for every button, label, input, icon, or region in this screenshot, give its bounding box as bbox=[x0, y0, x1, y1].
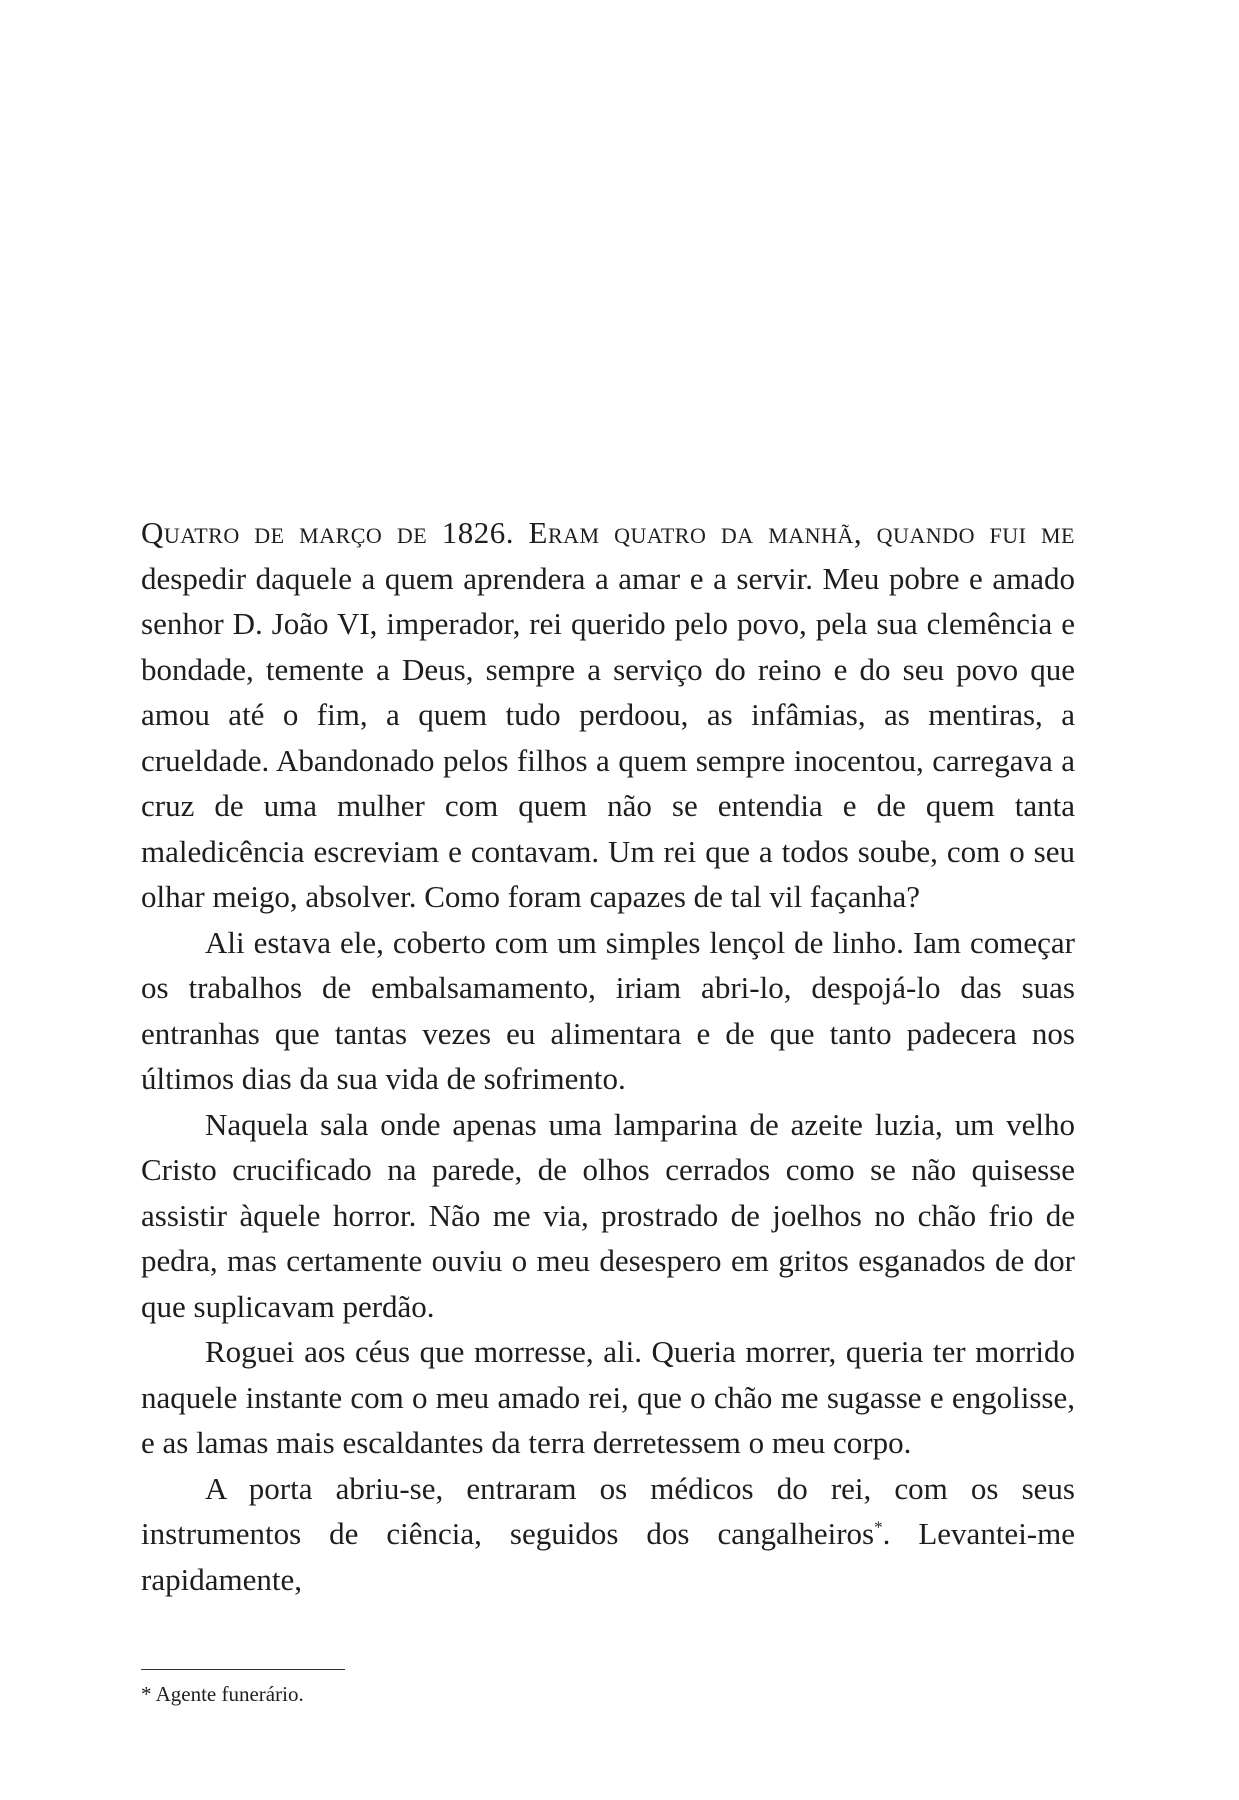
body-text bbox=[141, 510, 1075, 1602]
paragraph-1-text: despedir daquele a quem aprendera a amar e a servir. Meu pobre e amado senhor D. João VI, imperador, rei querido pelo povo, pela sua clemência e bondade, temente a Deus, sempre a serviço do reino e do seu povo que amou até o fim, a quem tudo perdoou, as infâmias, as mentiras, a crueldade. Abandonado pelos filhos a quem sempre inocentou, carregava a cruz de uma mulher com quem não se entendia e de quem tanta maledicência escreviam e contavam. Um rei que a todos soube, com o seu olhar meigo, absolver. Como foram capazes de tal vil façanha? bbox=[141, 560, 1075, 914]
footnote-reference-mark: * bbox=[874, 1517, 883, 1537]
paragraph-3: Naquela sala onde apenas uma lamparina de azeite luzia, um velho Cristo crucificado na parede, de olhos cerrados como se não quisesse assistir àquele horror. Não me via, prostrado de joelhos no chão frio de pedra, mas certamente ouviu o meu desespero em gritos esganados de dor que suplicavam perdão. bbox=[141, 1106, 1075, 1324]
paragraph-1 bbox=[141, 510, 1075, 920]
footnote-divider bbox=[141, 1669, 345, 1670]
footnote-mark: * bbox=[141, 1682, 152, 1706]
footnote bbox=[141, 1680, 304, 1708]
paragraph-5-text-after: . Levantei-me rapidamente, bbox=[141, 1516, 1075, 1597]
paragraph-5 bbox=[141, 1466, 1075, 1603]
paragraph-5-text-before: A porta abriu-se, entraram os médicos do rei, com os seus instrumentos de ciência, seguidos dos cangalheiros bbox=[141, 1470, 1075, 1551]
paragraph-2: Ali estava ele, coberto com um simples lençol de linho. Iam começar os trabalhos de embalsamamento, iriam abri-lo, despojá-lo das suas entranhas que tantas vezes eu alimentara e de que tanto padecera nos últimos dias da sua vida de sofrimento. bbox=[141, 924, 1075, 1096]
paragraph-4: Roguei aos céus que morresse, ali. Queria morrer, queria ter morrido naquele instante com o meu amado rei, que o chão me sugasse e engolisse, e as lamas mais escaldantes da terra derretessem o meu corpo. bbox=[141, 1334, 1075, 1460]
footnote-text: Agente funerário. bbox=[151, 1682, 304, 1706]
chapter-lead-in: Quatro de março de 1826. Eram quatro da manhã, quando fui me bbox=[141, 515, 1075, 550]
